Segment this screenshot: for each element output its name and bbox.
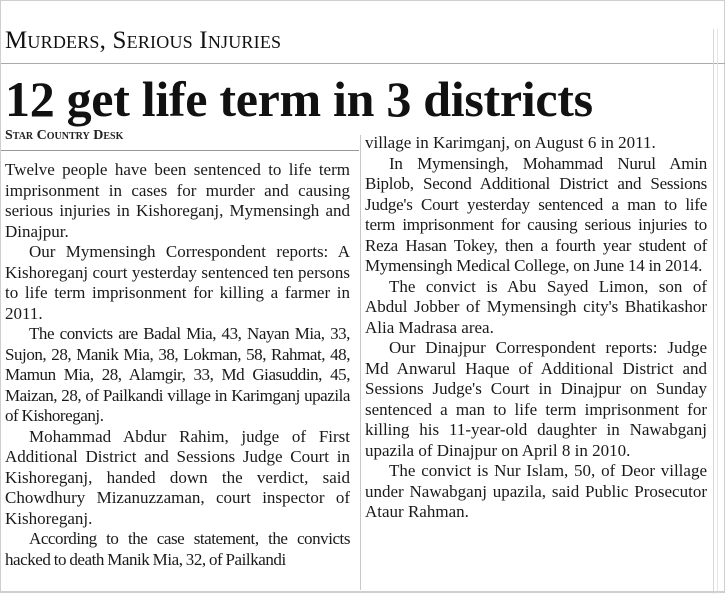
paragraph: According to the case statement, the convicts hacked to death Manik Mia, 32, of Pailkandi	[5, 529, 350, 569]
paragraph: The convict is Abu Sayed Limon, son of Abdul Jobber of Mymensingh city's Bhatikashor Alia Madrasa area.	[365, 276, 707, 337]
adjacent-column-edge	[713, 29, 720, 594]
byline-divider	[1, 150, 359, 151]
paragraph: The convicts are Badal Mia, 43, Nayan Mia, 33, Sujon, 28, Manik Mia, 38, Lokman, 58, Rahmat, 48, Mamun Mia, 28, Alamgir, 33, Md Giasuddin, 45, Maizan, 28, of Pailkandi village in Karimganj upazila of Kishoreganj.	[5, 324, 350, 425]
paragraph: Our Mymensingh Correspondent reports: A Kishoreganj court yesterday sentenced ten persons to life term imprisonment for killing a farmer in 2011.	[5, 242, 350, 323]
paragraph: Our Dinajpur Correspondent reports: Judge Md Anwarul Haque of Additional District and Sessions Judge's Court in Dinajpur on Sunday sentenced a man to life term imprisonment for killing his 11-year-old daughter in Nawabganj upazila of Dinajpur on April 8 in 2010.	[365, 338, 707, 460]
kicker-divider	[1, 63, 725, 64]
bottom-divider	[1, 591, 725, 592]
paragraph: The convict is Nur Islam, 50, of Deor village under Nawabganj upazila, said Public Prosecutor Ataur Rahman.	[365, 461, 707, 521]
article-byline: Star Country Desk	[5, 128, 124, 143]
paragraph: Twelve people have been sentenced to life term imprisonment in cases for murder and causing serious injuries in Kishoreganj, Mymensingh and Dinajpur.	[5, 160, 350, 241]
left-column	[5, 160, 350, 570]
paragraph: Mohammad Abdur Rahim, judge of First Additional District and Sessions Judge Court in Kishoreganj, handed down the verdict, said Chowdhury Mizanuzzaman, court inspector of Kishoreganj.	[5, 426, 350, 528]
paragraph: In Mymensingh, Mohammad Nurul Amin Biplob, Second Additional District and Sessions Judge's Court yesterday sentenced a man to life term imprisonment for causing serious injuries to Reza Hasan Tokey, then a fourth year student of Mymensingh Medical College, on June 14 in 2014.	[365, 153, 707, 275]
right-column	[365, 133, 707, 523]
column-divider	[360, 135, 361, 590]
article-headline: 12 get life term in 3 districts	[5, 71, 593, 127]
paragraph: village in Karimganj, on August 6 in 2011.	[365, 133, 656, 152]
article-kicker: Murders, Serious Injuries	[5, 27, 282, 54]
